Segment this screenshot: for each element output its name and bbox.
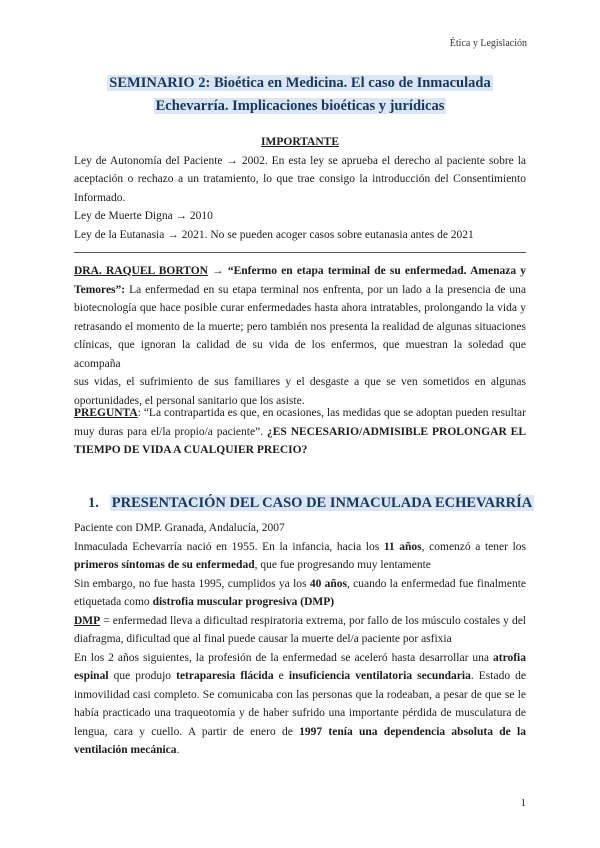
bold-text: 40 años — [309, 577, 347, 590]
quote-bold: “Enfermo en etapa terminal de su enfermedad. Amenaza y — [227, 265, 527, 277]
paragraph-line — [74, 723, 526, 742]
question-bold: ¿ES NECESARIO/ADMISIBLE PROLONGAR EL — [266, 425, 526, 438]
paragraph-line: TIEMPO DE VIDA A CUALQUIER PRECIO? — [74, 444, 308, 456]
paragraph-line: Informado. — [74, 191, 126, 204]
paragraph-line: diafragma, dificultad que al final puede causar la muerte del/a paciente por asfixia — [74, 633, 452, 645]
paragraph-line: sus vidas, el sufrimiento de sus familiares y el desgaste a que se ven sometidos en algunas — [74, 376, 526, 388]
paragraph-line: Paciente con DMP. Granada, Andalucía, 2007 — [74, 522, 285, 534]
importante-heading: IMPORTANTE — [261, 136, 339, 148]
quote-bold: Temores”: — [74, 283, 126, 296]
paragraph-text: = enfermedad lleva a dificultad respiratoria extrema, por fallo de los músculo costales y del — [100, 614, 526, 627]
paragraph-line: Ley de Muerte Digna → 2010 — [74, 210, 213, 222]
paragraph-line: había practicado una traqueotomía y de haber sufrido una importante pérdida de musculatura de — [74, 707, 526, 719]
paragraph-line: retrasando el momento de la muerte; pero también nos presenta la realidad de algunas situaciones — [74, 320, 526, 333]
paragraph-line — [74, 404, 526, 423]
paragraph-text: Inmaculada Echevarría nació en 1955. En la infancia, hacia los — [74, 540, 384, 553]
bold-text: 1997 tenía una dependencia absoluta de la — [299, 725, 526, 738]
paragraph-text: lengua, cara y cuello. A partir de enero de — [74, 725, 300, 738]
running-header: Ética y Legislación — [449, 38, 527, 49]
paragraph-line — [74, 575, 526, 594]
paragraph-line: oportunidades, el personal sanitario que los asiste. — [74, 394, 305, 407]
paragraph-line — [74, 741, 526, 760]
section-title: PRESENTACIÓN DEL CASO DE INMACULADA ECHEVARRÍA — [111, 495, 533, 511]
paragraph-text: En los 2 años siguientes, la profesión de la enfermedad se aceleró hasta desarrollar una — [74, 651, 493, 664]
seminar-title — [74, 72, 526, 118]
bold-text: insuficiencia ventilatoria secundaria — [288, 670, 471, 682]
section-divider — [74, 252, 526, 253]
paragraph-line — [74, 281, 526, 300]
paragraph-line: Ley de Autonomía del Paciente → 2002. En esta ley se aprueba el derecho al paciente sobre la — [74, 154, 526, 167]
case-body — [74, 519, 526, 760]
paragraph-text: . — [176, 744, 180, 756]
paragraph-line — [74, 556, 526, 575]
borton-paragraph — [74, 262, 526, 410]
paragraph-line — [74, 538, 526, 557]
bold-text: espinal — [74, 670, 109, 682]
paragraph-text: Sin embargo, no fue hasta 1995, cumplidos ya los — [74, 577, 310, 590]
section-number: 1. — [88, 495, 99, 511]
importante-section — [74, 133, 526, 244]
bold-text: atrofia — [492, 651, 526, 664]
title-line-1: SEMINARIO 2: Bioética en Medicina. El caso de Inmaculada — [109, 75, 491, 91]
paragraph-text: que produjo — [108, 670, 177, 682]
paragraph-text: , comenzó a tener los — [421, 540, 526, 553]
paragraph-line: aceptación o rechazo a un tratamiento, lo que trae consigo la introducción del Consentimiento — [74, 173, 526, 185]
paragraph-text: , cuando la enfermedad fue finalmente — [346, 577, 526, 590]
paragraph-line — [74, 667, 526, 686]
bold-text: 11 años — [383, 540, 422, 553]
paragraph-line — [74, 423, 526, 442]
paragraph-line: Ley de la Eutanasia → 2021. No se pueden acoger casos sobre eutanasia antes de 2021 — [74, 228, 474, 241]
paragraph-text: muy duras para el/la propio/a paciente”. — [74, 425, 267, 438]
section-heading — [88, 495, 534, 512]
bold-text: ventilación mecánica — [74, 744, 177, 756]
paragraph-text: e — [273, 670, 289, 682]
pregunta-label: PREGUNTA — [74, 407, 138, 419]
paragraph-text: etiquetada como — [74, 596, 153, 608]
arrow-glyph: → — [207, 265, 228, 277]
paragraph-line — [74, 593, 526, 612]
dmp-label: DMP — [74, 614, 101, 627]
paragraph-line — [74, 649, 526, 668]
bold-text: distrofia muscular progresiva (DMP) — [152, 596, 335, 608]
bold-text: tetraparesia flácida — [176, 670, 274, 682]
paragraph-line — [74, 612, 526, 631]
paragraph-line: inmovilidad casi completo. Se comunicaba con las personas que la rodeaban, a pesar de que se le — [74, 688, 526, 701]
paragraph-text: , que fue progresando muy lentamente — [254, 559, 431, 571]
page-number: 1 — [520, 797, 526, 809]
paragraph-line — [74, 262, 526, 281]
paragraph-text: : “La contrapartida es que, en ocasiones, las medidas que se adoptan pueden resultar — [137, 407, 526, 419]
pregunta-paragraph — [74, 404, 526, 460]
paragraph-text: . Estado de — [470, 670, 527, 682]
speaker-name: DRA. RAQUEL BORTON — [74, 265, 208, 277]
paragraph-text: La enfermedad en su etapa terminal nos enfrenta, por un lado a la presencia de una — [125, 283, 526, 296]
title-line-2: Echevarría. Implicaciones bioéticas y jurídicas — [155, 98, 445, 114]
bold-text: primeros síntomas de su enfermedad — [74, 559, 255, 571]
paragraph-line: biotecnología que hace posible curar enfermedades hasta ahora intratables, prolongando la vida y — [74, 302, 526, 314]
paragraph-line: clínicas, que ignoran la calidad de su vida de los enfermos, que muestran la soledad que acompaña — [74, 339, 526, 370]
